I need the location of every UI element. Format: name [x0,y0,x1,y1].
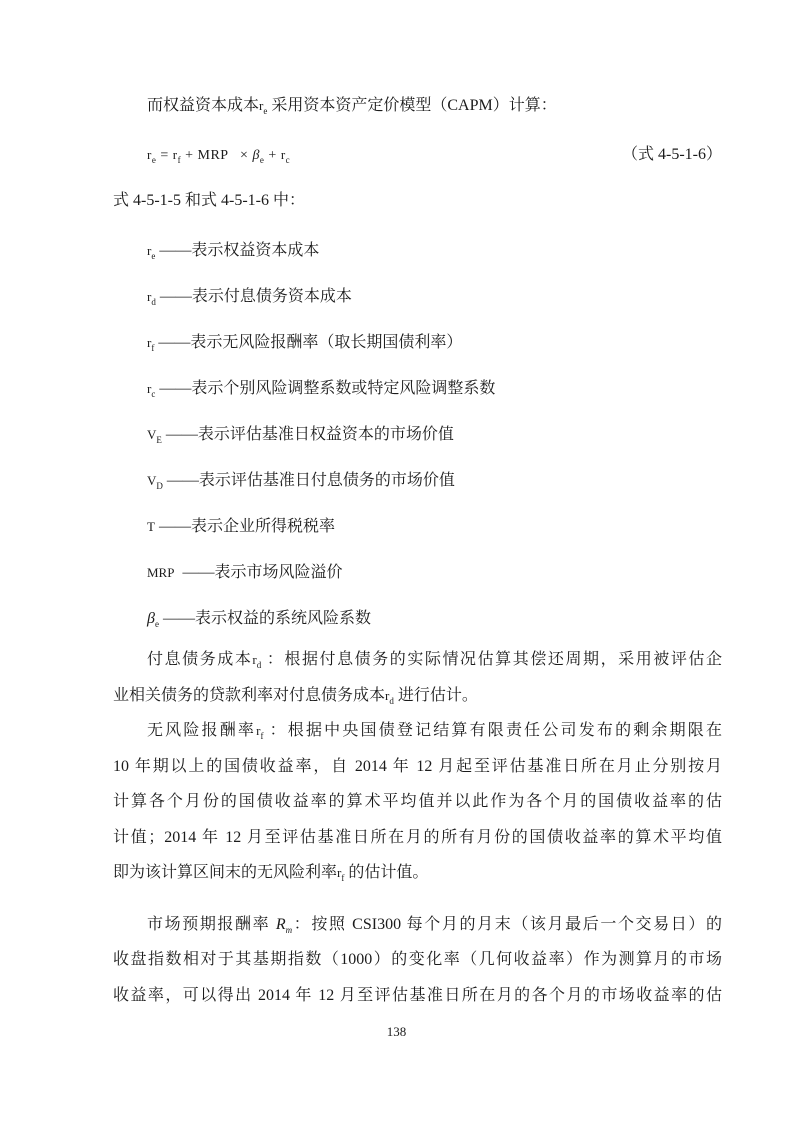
definition-line-t: T ——表示企业所得税税率 [147,518,335,535]
definition-line-mrp: MRP ——表示市场风险溢价 [147,564,343,581]
paragraph-line: 市场预期报酬率 $R_m$：按照 CSI300 每个月的月末（该月最后一个交易日）的 [147,915,722,935]
paragraph-line: 付息债务成本$r_d$ ：根据付息债务的实际情况估算其偿还周期，采用被评估企 [147,651,722,671]
definition-line-rd: $r_d$ ——表示付息债务资本成本 [147,288,352,308]
paragraph-line: 计算各个月份的国债收益率的算术平均值并以此作为各个月的国债收益率的估 [113,793,722,810]
paragraph-risk-free-rate [113,713,722,891]
paragraph-line: 无风险报酬率$r_f$ ：根据中央国债登记结算有限责任公司发布的剩余期限在 [147,722,722,742]
page-content [113,96,722,1013]
definition-line-rf: $r_f$ ——表示无风险报酬率（取长期国债利率） [147,334,463,354]
paragraph-line: 计值；2014 年 12 月至评估基准日所在月的所有月份的国债收益率的算术平均值 [113,828,722,846]
formula-equation-tag: （式 4-5-1-6） [622,146,722,163]
paragraph-line: 10 年期以上的国债收益率，自 2014 年 12 月起至评估基准日所在月止分别按月 [113,757,722,775]
definition-line-ve: $V_E$ ——表示评估基准日权益资本的市场价值 [147,426,454,446]
formula-note: 式 4-5-1-5 和式 4-5-1-6 中： [113,192,305,209]
page-number: 138 [386,1024,407,1039]
paragraph-line: 收盘指数相对于其基期指数（1000）的变化率（几何收益率）作为测算月的市场 [113,951,722,968]
definition-line-vd: $V_D$ ——表示评估基准日付息债务的市场价值 [147,472,455,492]
paragraph-line: 业相关债务的贷款利率对付息债务成本$r_d$ 进行估计。 [113,686,478,706]
paragraph-line: 即为该计算区间末的无风险利率$r_f$ 的估计值。 [113,864,429,884]
symbol-definition-list [113,228,722,642]
definition-line-re: $r_e$ ——表示权益资本成本 [147,242,320,262]
definition-line-beta: $\beta_e$ ——表示权益的系统风险系数 [147,610,371,630]
paragraph-debt-cost [113,642,722,713]
capm-formula-row [113,145,722,166]
intro-line: 而权益资本成本$r_e$ 采用资本资产定价模型（CAPM）计算： [147,97,557,117]
paragraph-line: 收益率，可以得出 2014 年 12 月至评估基准日所在月的各个月的市场收益率的估 [113,986,722,1004]
paragraph-market-return [113,907,722,1014]
definition-line-rc: $r_c$ ——表示个别风险调整系数或特定风险调整系数 [147,380,496,400]
capm-formula: $r_e = r_f$ + MRP × $\beta_e + r_c$ [147,147,291,165]
